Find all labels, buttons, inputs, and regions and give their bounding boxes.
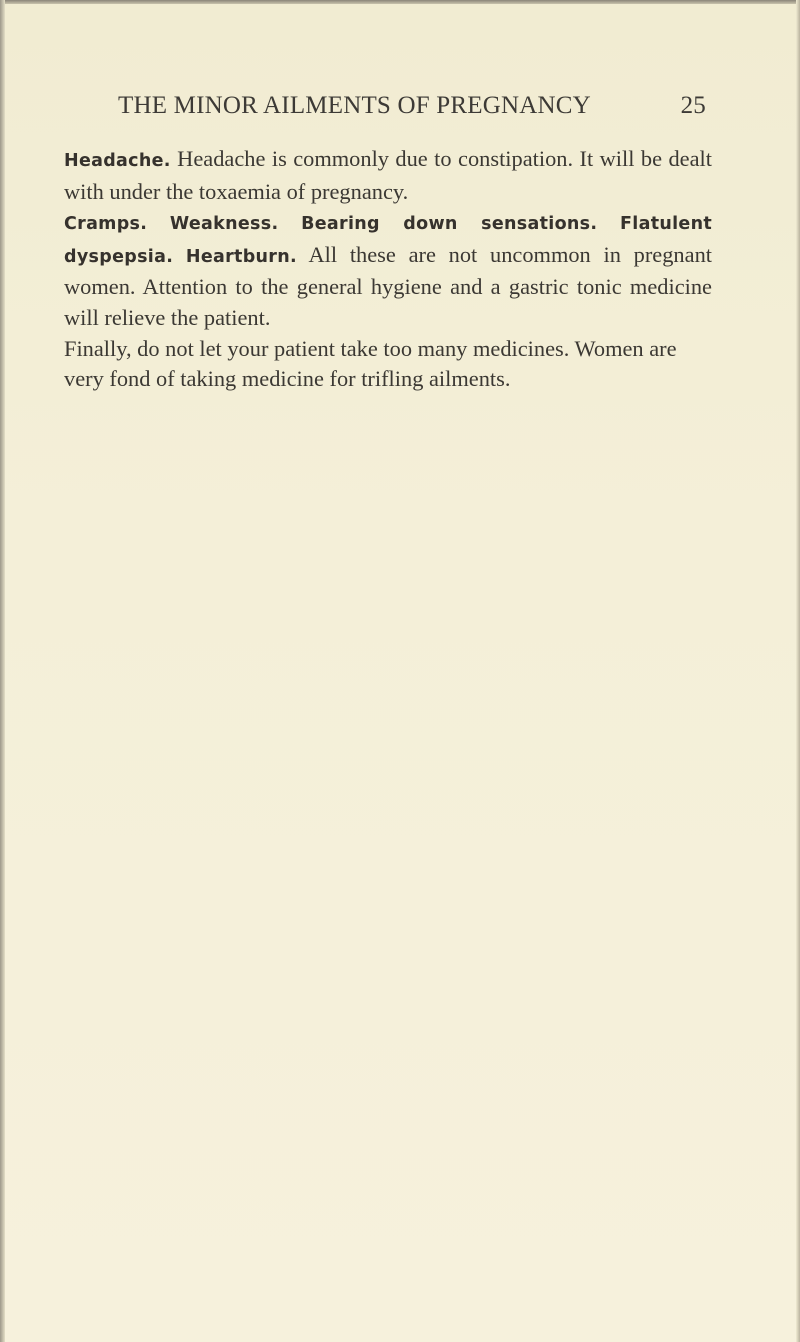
paragraph-heading: Weakness. [169, 214, 279, 235]
page-number: 25 [680, 92, 706, 119]
paragraph-text: Finally, do not let your patient take too many medicines. Women are very fond of taking medicine for trifling ailments. [64, 335, 677, 392]
paragraph-finally [64, 334, 712, 395]
paragraph-heading: Headache. [64, 151, 171, 171]
body-text [64, 144, 712, 395]
paragraph-headache [64, 144, 712, 207]
page-right-edge [796, 0, 800, 1342]
paragraph-cramps [64, 207, 712, 333]
running-head-title: THE MINOR AILMENTS OF PREGNANCY [118, 92, 591, 119]
page-top-edge [0, 0, 800, 4]
page-left-edge [0, 0, 5, 1342]
paragraph-heading: Heartburn. [185, 246, 297, 267]
running-head [118, 92, 706, 122]
paragraph-heading: Cramps. [64, 214, 148, 235]
paragraph-heading: Flatulent dyspepsia. [64, 214, 713, 267]
paragraph-text: Headache is commonly due to constipation. It will be dealt with under the toxaemia of pregnancy. [64, 146, 712, 204]
paragraph-heading: Bearing down sensations. [301, 214, 598, 235]
paragraph-text: All these are not uncommon in pregnant women. Attention to the general hygiene and a gastric tonic medicine will relieve the patient. [64, 241, 712, 330]
